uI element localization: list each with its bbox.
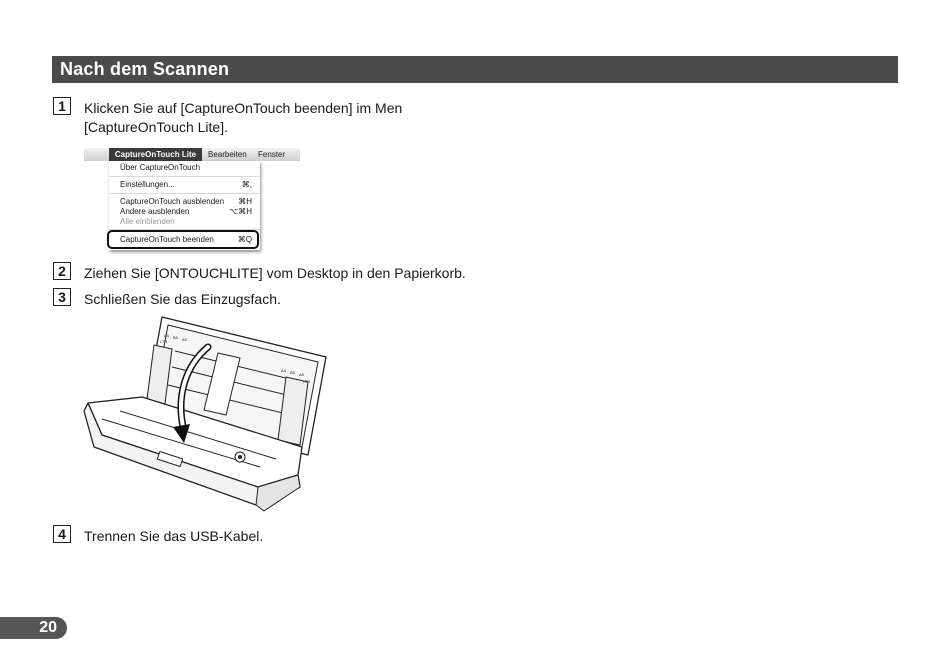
step-number-2: 2: [53, 262, 71, 280]
menu-shortcut-hide-others: ⌥⌘H: [229, 207, 252, 216]
step-3-text: Schließen Sie das Einzugsfach.: [84, 291, 281, 307]
section-header: [52, 56, 898, 83]
menu-item-quit[interactable]: CaptureOnTouch beenden: [120, 235, 214, 244]
scanner-label-left-ltr: LTR: [160, 339, 168, 344]
step-2-text: Ziehen Sie [ONTOUCHLITE] vom Desktop in den Papierkorb.: [84, 265, 466, 281]
menu-bar-edit[interactable]: Bearbeiten: [208, 150, 247, 159]
menu-item-show-all: Alle einblenden: [120, 217, 175, 226]
menu-bar-app[interactable]: CaptureOnTouch Lite: [109, 148, 202, 161]
scanner-label-left-a4: A4: [164, 333, 169, 338]
menu-item-settings[interactable]: Einstellungen...: [120, 180, 175, 189]
section-title: Nach dem Scannen: [60, 59, 230, 79]
step-1-line-2: [CaptureOnTouch Lite].: [84, 119, 228, 135]
scanner-label-right-b5: B5: [290, 370, 295, 375]
menu-shortcut-hide: ⌘H: [238, 197, 252, 206]
step-1-text: [84, 99, 402, 137]
menu-item-hide-others[interactable]: Andere ausblenden: [120, 207, 190, 216]
scanner-illustration: [80, 315, 330, 515]
step-1-line-1: Klicken Sie auf [CaptureOnTouch beenden] im Men: [84, 100, 403, 116]
scanner-label-right-a5: A5: [299, 372, 304, 377]
menu-item-hide[interactable]: CaptureOnTouch ausblenden: [120, 197, 225, 206]
menu-item-about[interactable]: Über CaptureOnTouch: [120, 163, 201, 172]
step-number-3: 3: [53, 288, 71, 306]
menu-bar: [84, 148, 300, 161]
step-number-1: 1: [53, 97, 71, 115]
menu-shortcut-quit: ⌘Q: [237, 235, 252, 244]
quit-highlight-ring: [107, 230, 259, 249]
scanner-label-right-a4: A4: [281, 368, 286, 373]
menu-separator: [109, 176, 260, 177]
scanner-label-left-b5: B5: [173, 335, 178, 340]
menu-screenshot: [84, 148, 300, 250]
step-4-text: Trennen Sie das USB-Kabel.: [84, 528, 264, 544]
scanner-label-left-a5: A5: [182, 337, 187, 342]
menu-separator: [109, 193, 260, 194]
step-number-4: 4: [53, 525, 71, 543]
menu-shortcut-settings: ⌘,: [241, 180, 252, 189]
page-number: 20: [0, 617, 67, 639]
scanner-label-right-ltr: LTR: [303, 379, 311, 384]
menu-bar-window[interactable]: Fenster: [258, 150, 286, 159]
